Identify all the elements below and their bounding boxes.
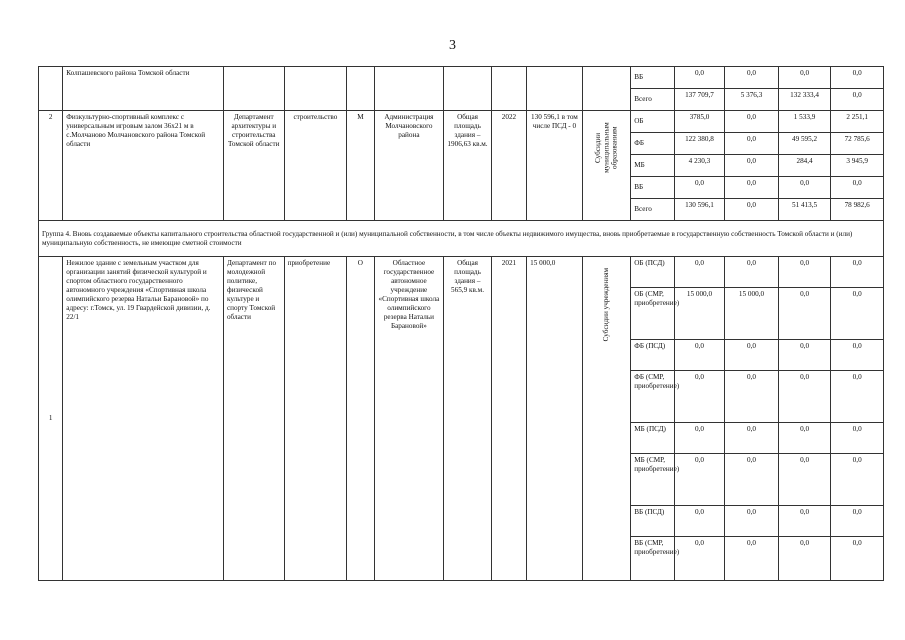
cell-cost: 130 596,1 в том числе ПСД - 0 <box>527 111 583 221</box>
cell-type: строительство <box>284 111 347 221</box>
fin-source: МБ (СМР, приобретение) <box>631 454 674 506</box>
fin-source: ФБ (ПСД) <box>631 340 674 371</box>
cell-year: 2022 <box>491 111 526 221</box>
table-row: МБ 4 230,3 0,0 284,4 3 945,9 <box>39 155 884 177</box>
page-number: 3 <box>449 38 456 53</box>
cell-dept: Департамент по молодежной политике, физической культуре и спорту Томской области <box>223 257 284 581</box>
cell-cost: 15 000,0 <box>527 257 583 581</box>
fin-source: ВБ <box>631 67 674 89</box>
table-row: МБ (СМР, приобретение) 0,0 0,0 0,0 0,0 <box>39 454 884 506</box>
table-row: ФБ (СМР, приобретение) 0,0 0,0 0,0 0,0 <box>39 371 884 423</box>
table-row: Всего 137 709,7 5 376,3 132 333,4 0,0 <box>39 89 884 111</box>
table-row: Колпашевского района Томской области ВБ 0,0 0,0 0,0 0,0 <box>39 67 884 89</box>
fin-source: ОБ (ПСД) <box>631 257 674 288</box>
table-row: ВБ (СМР, приобретение) 0,0 0,0 0,0 0,0 <box>39 537 884 581</box>
cell-name: Нежилое здание с земельным участком для организации занятий физической культурой и спортом областного государственного автономного учреждения «Спортивная школа олимпийского резерва Натальи Барановой» по адресу: г.Томск, ул. 19 Гвардейской дивизии, д. 22/1 <box>63 257 224 581</box>
cell-year: 2021 <box>491 257 526 581</box>
cell-capacity: Общая площадь здания – 565,9 кв.м. <box>444 257 492 581</box>
table-row: ВБ 0,0 0,0 0,0 0,0 <box>39 177 884 199</box>
table-row: 2 Физкультурно-спортивный комплекс с универсальным игровым залом 36х21 м в с.Молчаново Молчановского района Томской области Департамент архитектуры и строительства Томской области строительство М Администрация Молчановского района Общая площадь здания – 1906,63 кв.м. 2022 130 596,1 в том числе ПСД - 0 Субсидии муниципальным образованиям ОБ 3785,0 0,0 1 533,9 2 251,1 <box>39 111 884 133</box>
fin-source: МБ (ПСД) <box>631 423 674 454</box>
table-row: ВБ (ПСД) 0,0 0,0 0,0 0,0 <box>39 506 884 537</box>
fin-source: МБ <box>631 155 674 177</box>
cell-flag: М <box>347 111 374 221</box>
cell-customer: Областное государственное автономное учреждение «Спортивная школа олимпийского резерва Натальи Барановой» <box>374 257 444 581</box>
fin-source: Всего <box>631 199 674 221</box>
fin-source: ОБ (СМР, приобретение) <box>631 288 674 340</box>
table-row: Всего 130 596,1 0,0 51 413,5 78 982,6 <box>39 199 884 221</box>
investment-program-table <box>38 66 884 581</box>
table-row: МБ (ПСД) 0,0 0,0 0,0 0,0 <box>39 423 884 454</box>
cell-form: Субсидии муниципальным образованиям <box>582 111 631 221</box>
cell-type: приобретение <box>284 257 347 581</box>
cell-dept: Департамент архитектуры и строительства Томской области <box>223 111 284 221</box>
fin-source: ВБ (СМР, приобретение) <box>631 537 674 581</box>
table-row: ФБ 122 380,8 0,0 49 595,2 72 785,6 <box>39 133 884 155</box>
cell-form: Субсидии учреждениям <box>582 257 631 581</box>
fin-source: ВБ (ПСД) <box>631 506 674 537</box>
cell-name: Колпашевского района Томской области <box>63 67 224 111</box>
cell-capacity: Общая площадь здания – 1906,63 кв.м. <box>444 111 492 221</box>
group-header: Группа 4. Вновь создаваемые объекты капитального строительства областной государственной и (или) муниципальной собственности, в том числе объекты недвижимого имущества, вновь приобретаемые в государственную собственность Томской области и (или) муниципальную собственность, не имеющие сметной стоимости <box>39 221 884 257</box>
cell-flag: О <box>347 257 374 581</box>
cell-num <box>39 67 63 111</box>
fin-source: Всего <box>631 89 674 111</box>
cell-num: 2 <box>39 111 63 221</box>
fin-source: ФБ <box>631 133 674 155</box>
table-row: ОБ (СМР, приобретение) 15 000,0 15 000,0 0,0 0,0 <box>39 288 884 340</box>
fin-source: ФБ (СМР, приобретение) <box>631 371 674 423</box>
table-row: ФБ (ПСД) 0,0 0,0 0,0 0,0 <box>39 340 884 371</box>
fin-source: ОБ <box>631 111 674 133</box>
table-row <box>39 221 884 257</box>
cell-name: Физкультурно-спортивный комплекс с универсальным игровым залом 36х21 м в с.Молчаново Молчановского района Томской области <box>63 111 224 221</box>
cell-num: 1 <box>39 257 63 581</box>
table-row: 1 Нежилое здание с земельным участком для организации занятий физической культурой и спортом областного государственного автономного учреждения «Спортивная школа олимпийского резерва Натальи Барановой» по адресу: г.Томск, ул. 19 Гвардейской дивизии, д. 22/1 Департамент по молодежной политике, физической культуре и спорту Томской области приобретение О Областное государственное автономное учреждение «Спортивная школа олимпийского резерва Натальи Барановой» Общая площадь здания – 565,9 кв.м. 2021 15 000,0 Субсидии учреждениям ОБ (ПСД) 0,0 0,0 0,0 0,0 <box>39 257 884 288</box>
fin-source: ВБ <box>631 177 674 199</box>
cell-customer: Администрация Молчановского района <box>374 111 444 221</box>
